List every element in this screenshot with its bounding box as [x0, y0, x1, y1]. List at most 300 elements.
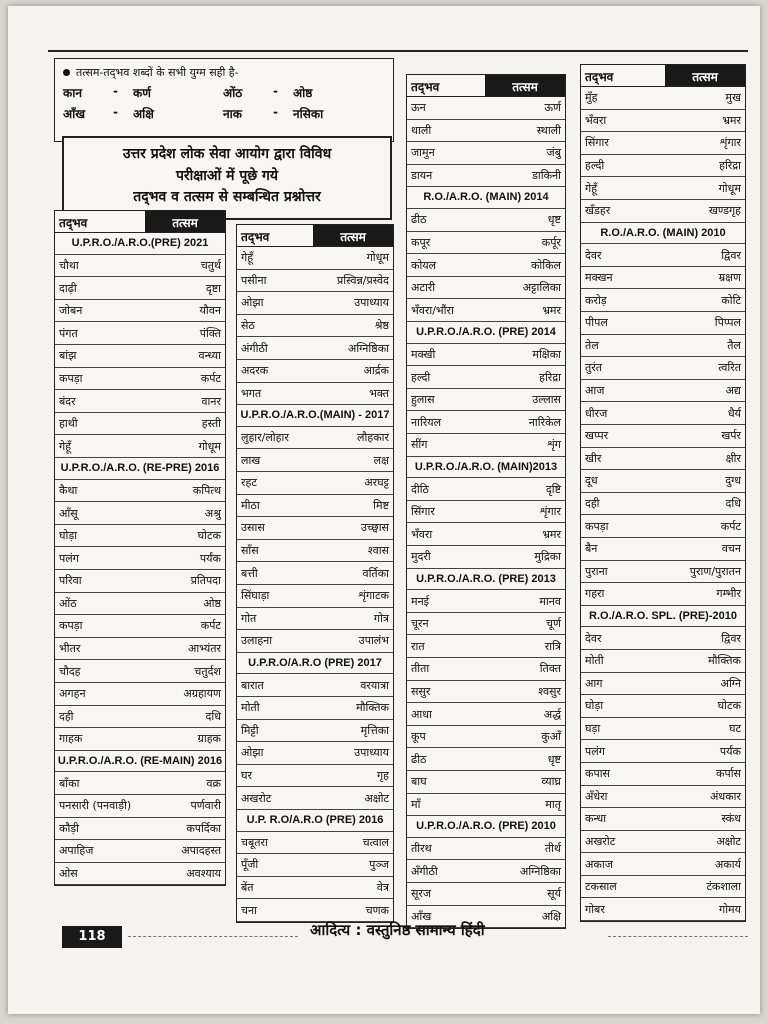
book-page	[8, 6, 760, 1014]
tadbhav-word: खीर	[585, 451, 602, 465]
tadbhav-word: मोती	[241, 701, 260, 715]
table-row	[237, 854, 393, 877]
tadbhav-word: बाघ	[411, 775, 427, 789]
table-row	[407, 794, 565, 817]
tadbhav-word: करोड़	[585, 293, 607, 307]
table-row	[581, 583, 745, 606]
tadbhav-word: आज	[585, 384, 605, 398]
table-row	[55, 435, 225, 458]
pair-word: कर्ण	[133, 86, 151, 100]
exam-section-label: R.O./A.R.O. (MAIN) 2010	[581, 223, 745, 245]
exam-section-label: U.P.R.O./A.R.O. (PRE) 2013	[407, 569, 565, 591]
tatsam-word: लौहकार	[357, 431, 389, 445]
pair-word: -	[113, 84, 118, 98]
header-tadbhav: तद्‌भव	[59, 216, 88, 230]
table-row	[581, 312, 745, 335]
table-row	[407, 366, 565, 389]
tatsam-word: वर्तिका	[362, 566, 389, 580]
tadbhav-word: गोत	[241, 611, 257, 625]
tatsam-word: पर्णवारी	[190, 799, 221, 813]
table-column-2	[236, 224, 394, 923]
tadbhav-word: तीता	[411, 662, 430, 676]
table-row	[237, 585, 393, 608]
tadbhav-word: ओझा	[241, 296, 264, 310]
exam-section-label: U.P.R.O./A.R.O.(PRE) 2021	[55, 233, 225, 255]
tatsam-word: कोकिल	[530, 258, 561, 272]
tatsam-word: पर्यंक	[719, 744, 741, 758]
table-row	[407, 613, 565, 636]
tadbhav-word: चूरन	[411, 617, 429, 631]
pair-word: -	[273, 84, 278, 98]
tatsam-word: अश्रु	[204, 506, 221, 520]
tadbhav-word: टकसाल	[585, 880, 617, 894]
tatsam-word: अग्रहायण	[183, 687, 221, 701]
table-row	[237, 674, 393, 697]
table-row	[407, 658, 565, 681]
tadbhav-word: तीरथ	[411, 842, 432, 856]
table-row	[407, 478, 565, 501]
table-row	[581, 448, 745, 471]
tadbhav-word: कोयल	[411, 258, 437, 272]
tatsam-word: अरघट्ट	[364, 476, 389, 490]
tatsam-word: धृष्ट	[547, 213, 561, 227]
tadbhav-word: भगत	[241, 386, 262, 400]
table-row	[55, 593, 225, 616]
tadbhav-word: धीरज	[585, 406, 608, 420]
table-row	[237, 540, 393, 563]
section-heading	[62, 136, 392, 220]
tadbhav-word: लाख	[241, 453, 261, 467]
tadbhav-word: कन्धा	[585, 812, 607, 826]
table-row	[581, 110, 745, 133]
table-row	[407, 635, 565, 658]
tadbhav-word: डायन	[411, 169, 433, 183]
table-row	[55, 683, 225, 706]
tadbhav-word: उसास	[241, 521, 265, 535]
tatsam-word: अकार्य	[714, 857, 741, 871]
tadbhav-word: सींग	[411, 438, 428, 452]
tatsam-word: शृंगार	[719, 136, 741, 150]
tadbhav-word: कपड़ा	[59, 619, 83, 633]
tadbhav-word: गेहूँ	[585, 181, 598, 195]
table-row	[581, 289, 745, 312]
tadbhav-word: खप्पर	[585, 429, 609, 443]
tatsam-word: त्वरित	[718, 361, 741, 375]
heading-line-2: परीक्षाओं में पूछे गये	[175, 167, 279, 184]
table-row	[55, 525, 225, 548]
tatsam-word: खण्डगृह	[708, 204, 741, 218]
tadbhav-word: कपड़ा	[59, 371, 83, 385]
tatsam-word: स्कंध	[721, 812, 741, 826]
tadbhav-word: आधा	[411, 707, 432, 721]
table-row	[237, 315, 393, 338]
table-row	[55, 277, 225, 300]
table-row	[55, 480, 225, 503]
table-row	[407, 883, 565, 906]
table-row	[55, 706, 225, 729]
tadbhav-word: थाली	[411, 123, 432, 137]
tatsam-word: पुञ्ज	[369, 858, 389, 872]
tatsam-word: अक्षोट	[716, 834, 741, 848]
table-row	[407, 590, 565, 613]
tadbhav-word: घर	[241, 769, 252, 783]
tadbhav-word: आँसू	[59, 506, 78, 520]
tatsam-word: मानव	[539, 594, 561, 608]
tatsam-word: तैल	[727, 338, 741, 352]
tadbhav-word: अँगीठी	[411, 864, 438, 878]
table-row	[581, 853, 745, 876]
tatsam-word: चूर्ण	[546, 617, 561, 631]
tatsam-word: कर्पट	[200, 371, 221, 385]
tatsam-word: भ्रमर	[542, 527, 561, 541]
tadbhav-word: बांझ	[59, 349, 77, 363]
tadbhav-word: ऊन	[411, 101, 426, 115]
table-row	[581, 673, 745, 696]
tatsam-word: रात्रि	[544, 639, 561, 653]
exam-section-label: R.O./A.R.O. SPL. (PRE)-2010	[581, 606, 745, 628]
tadbhav-word: मोती	[585, 654, 604, 668]
tatsam-word: उच्छ्वास	[360, 521, 389, 535]
pair-word: ओंठ	[223, 86, 243, 100]
table-row	[55, 502, 225, 525]
tadbhav-word: सेठ	[241, 319, 255, 333]
tadbhav-word: देवर	[585, 248, 602, 262]
tatsam-word: खर्पर	[721, 429, 741, 443]
tadbhav-word: खँडहर	[585, 204, 611, 218]
tadbhav-word: अखरोट	[585, 834, 616, 848]
tadbhav-word: परिवा	[59, 574, 82, 588]
header-tatsam: तत्सम	[665, 65, 745, 86]
table-row	[55, 818, 225, 841]
tadbhav-word: जामुन	[411, 146, 435, 160]
table-row	[237, 247, 393, 270]
table-row	[581, 244, 745, 267]
tatsam-word: ओष्ठ	[203, 596, 221, 610]
header-tatsam: तत्सम	[145, 211, 225, 232]
tatsam-word: भ्रमर	[542, 303, 561, 317]
table-row	[237, 270, 393, 293]
tadbhav-word: भीतर	[59, 642, 81, 656]
tatsam-word: वानर	[201, 394, 221, 408]
tadbhav-word: आग	[585, 676, 603, 690]
tatsam-word: स्थाली	[536, 123, 561, 137]
tatsam-word: कर्पट	[720, 519, 741, 533]
exam-section-label: U.P.R.O./A.R.O. (RE-MAIN) 2016	[55, 751, 225, 773]
tadbhav-word: मनई	[411, 594, 430, 608]
table-row	[55, 638, 225, 661]
tatsam-word: अट्टालिका	[522, 281, 561, 295]
tatsam-word: धृष्ट	[547, 752, 561, 766]
table-row	[581, 831, 745, 854]
tatsam-word: श्रेष्ठ	[374, 319, 389, 333]
tatsam-word: उपाध्याय	[354, 296, 389, 310]
tadbhav-word: सिंघाड़ा	[241, 589, 270, 603]
tatsam-word: नारिकेल	[528, 415, 561, 429]
pair-word: नसिका	[293, 107, 324, 121]
table-row	[407, 726, 565, 749]
table-row	[407, 232, 565, 255]
tadbhav-word: मुँह	[585, 91, 598, 105]
table-row	[237, 383, 393, 406]
tatsam-word: वेत्र	[376, 881, 389, 895]
tatsam-word: शृंगार	[539, 505, 561, 519]
tatsam-word: अद्य	[725, 384, 741, 398]
tatsam-word: वक्र	[206, 776, 221, 790]
tatsam-word: ऊर्ण	[544, 101, 561, 115]
tatsam-word: कर्पट	[200, 619, 221, 633]
tadbhav-word: उलाहना	[241, 634, 273, 648]
table-row	[237, 765, 393, 788]
table-row	[407, 860, 565, 883]
tadbhav-word: कपड़ा	[585, 519, 609, 533]
tadbhav-word: ढीठ	[411, 213, 427, 227]
tadbhav-word: हाथी	[59, 417, 78, 431]
pair-word: नाक	[223, 107, 242, 121]
tadbhav-word: रहट	[241, 476, 257, 490]
tatsam-word: वरयात्रा	[360, 678, 389, 692]
table-column-1	[54, 210, 226, 886]
tadbhav-word: भँवरा/भौंरा	[411, 303, 454, 317]
tadbhav-word: दूध	[585, 474, 598, 488]
tadbhav-word: दही	[585, 497, 600, 511]
tadbhav-word: बंदर	[59, 394, 76, 408]
tadbhav-word: चबूतरा	[241, 835, 268, 849]
tatsam-word: शृंगाटक	[358, 589, 389, 603]
table-row	[55, 322, 225, 345]
tadbhav-word: हुलास	[411, 393, 435, 407]
tatsam-word: कपर्दिका	[186, 821, 221, 835]
table-row	[407, 97, 565, 120]
tatsam-word: आभ्यंतर	[188, 642, 221, 656]
table-row	[407, 142, 565, 165]
tadbhav-word: पंगत	[59, 326, 78, 340]
tatsam-word: प्रतिपदा	[190, 574, 221, 588]
tadbhav-word: मीठा	[241, 498, 260, 512]
tadbhav-word: बाँका	[59, 776, 80, 790]
tatsam-word: चत्वाल	[362, 835, 389, 849]
tadbhav-word: जोबन	[59, 304, 83, 318]
top-rule	[48, 50, 748, 52]
table-row	[55, 547, 225, 570]
tatsam-word: दधि	[205, 709, 221, 723]
table-row	[237, 787, 393, 810]
tadbhav-word: ससुर	[411, 684, 431, 698]
pair-spacer	[183, 105, 223, 122]
table-row	[581, 515, 745, 538]
table-row	[55, 570, 225, 593]
tadbhav-word: तुरंत	[585, 361, 603, 375]
tatsam-word: कुआँ	[541, 730, 561, 744]
table-row	[55, 345, 225, 368]
table-row	[407, 411, 565, 434]
table-row	[581, 425, 745, 448]
tadbhav-word: पनसारी (पनवाड़ी)	[59, 799, 132, 813]
table-row	[407, 681, 565, 704]
tatsam-word: कर्पास	[716, 767, 741, 781]
tatsam-word: गोधूम	[718, 181, 741, 195]
tatsam-word: दृष्टि	[545, 482, 561, 496]
table-row	[407, 748, 565, 771]
exam-section-label: U.P.R.O./A.R.O. (PRE) 2010	[407, 816, 565, 838]
table-row	[237, 720, 393, 743]
tadbhav-word: घोड़ा	[59, 529, 78, 543]
tatsam-word: चतुर्थ	[200, 258, 221, 272]
tadbhav-word: भँवरा	[411, 527, 433, 541]
tadbhav-word: बेंत	[241, 881, 254, 895]
tatsam-word: चतुर्दश	[194, 664, 221, 678]
tadbhav-word: लुहार/लोहार	[241, 431, 289, 445]
pair-word: आँख	[63, 107, 86, 121]
tatsam-word: टंकशाला	[706, 880, 741, 894]
table-row	[581, 177, 745, 200]
tatsam-word: घोटक	[197, 529, 221, 543]
tatsam-word: गृह	[376, 769, 389, 783]
tatsam-word: व्याघ्र	[541, 775, 561, 789]
table-row	[55, 863, 225, 886]
pair-word: -	[273, 105, 278, 119]
table-row	[581, 87, 745, 110]
pair-word: अक्षि	[133, 107, 154, 121]
table-row	[581, 786, 745, 809]
tadbhav-word: मुदरी	[411, 550, 431, 564]
tadbhav-word: सिंगार	[411, 505, 435, 519]
table-row	[237, 877, 393, 900]
tatsam-word: भ्रमर	[722, 113, 741, 127]
tadbhav-word: अटारी	[411, 281, 436, 295]
tadbhav-word: अँधेरा	[585, 789, 608, 803]
tatsam-word: म्रक्षण	[718, 271, 741, 285]
tatsam-word: चणक	[365, 903, 389, 917]
table-row	[581, 740, 745, 763]
table-row	[237, 292, 393, 315]
pair-spacer	[183, 84, 223, 101]
tadbhav-word: बैन	[585, 542, 598, 556]
tatsam-word: प्रस्विन्न/प्रस्वेद	[337, 273, 389, 287]
table-row	[581, 493, 745, 516]
table-row	[55, 840, 225, 863]
tatsam-word: धैर्य	[727, 406, 741, 420]
exam-section-label: U.P.R.O./A.R.O. (MAIN)2013	[407, 457, 565, 479]
tatsam-word: मृत्तिका	[360, 723, 389, 737]
table-row	[407, 838, 565, 861]
tatsam-word: अग्निष्ठिका	[347, 341, 389, 355]
table-row	[581, 763, 745, 786]
table-row	[55, 300, 225, 323]
tatsam-word: उपाध्याय	[354, 746, 389, 760]
table-row	[581, 695, 745, 718]
table-row	[237, 449, 393, 472]
tatsam-word: लक्ष	[373, 453, 389, 467]
tatsam-word: अर्द्ध	[543, 707, 561, 721]
tatsam-word: अक्षि	[541, 909, 561, 923]
tatsam-word: पुराण/पुरातन	[689, 564, 741, 578]
tadbhav-word: कौड़ी	[59, 821, 80, 835]
tatsam-word: सूर्य	[547, 887, 561, 901]
table-row	[407, 389, 565, 412]
tadbhav-word: अदरक	[241, 364, 269, 378]
tatsam-word: मौक्तिक	[708, 654, 741, 668]
tadbhav-word: ढीठ	[411, 752, 427, 766]
tatsam-word: कपित्थ	[192, 483, 221, 497]
tadbhav-word: अपाहिज	[59, 844, 94, 858]
footer-rule	[608, 936, 748, 937]
tadbhav-word: अकाज	[585, 857, 613, 871]
tadbhav-word: चौदह	[59, 664, 81, 678]
tatsam-word: वन्ध्या	[198, 349, 221, 363]
tatsam-word: क्षीर	[725, 451, 741, 465]
table-header	[237, 225, 393, 247]
book-title: आदित्य : वस्तुनिष्ठ सामान्य हिंदी	[310, 921, 485, 939]
table-row	[581, 538, 745, 561]
tadbhav-word: गेहूँ	[59, 439, 72, 453]
tatsam-word: मुख	[725, 91, 741, 105]
table-row	[237, 337, 393, 360]
tadbhav-word: आँख	[411, 909, 432, 923]
table-row	[581, 718, 745, 741]
table-row	[407, 523, 565, 546]
tatsam-word: श्वास	[367, 544, 389, 558]
tatsam-word: अक्षोट	[364, 791, 389, 805]
table-row	[407, 299, 565, 322]
tadbhav-word: दही	[59, 709, 74, 723]
tadbhav-word: मक्खन	[585, 271, 613, 285]
table-row	[581, 402, 745, 425]
tadbhav-word: पसीना	[241, 273, 267, 287]
table-row	[407, 120, 565, 143]
tadbhav-word: पलंग	[59, 551, 79, 565]
tatsam-word: हरिद्रा	[719, 159, 741, 173]
tadbhav-word: गाहक	[59, 732, 83, 746]
tadbhav-word: कपास	[585, 767, 610, 781]
table-row	[581, 267, 745, 290]
tadbhav-word: मक्खी	[411, 347, 436, 361]
tadbhav-word: बत्ती	[241, 566, 258, 580]
tatsam-word: दुग्ध	[725, 474, 741, 488]
pair-word: ओष्ठ	[293, 86, 313, 100]
tadbhav-word: सूरज	[411, 887, 432, 901]
exam-section-label: U.P.R.O./A.R.O.(MAIN) - 2017	[237, 405, 393, 427]
table-row	[407, 703, 565, 726]
table-row	[407, 277, 565, 300]
tadbhav-word: रात	[411, 639, 425, 653]
tatsam-word: डाकिनी	[532, 169, 561, 183]
tadbhav-word: पलंग	[585, 744, 605, 758]
tadbhav-word: पुराना	[585, 564, 608, 578]
tadbhav-word: अंगीठी	[241, 341, 268, 355]
tadbhav-word: पूँजी	[241, 858, 259, 872]
table-row	[237, 697, 393, 720]
table-row	[237, 832, 393, 855]
tadbhav-word: हल्दी	[585, 159, 605, 173]
tatsam-word: पंक्ति	[199, 326, 221, 340]
table-header	[55, 211, 225, 233]
tatsam-word: पर्यंक	[199, 551, 221, 565]
tatsam-word: गोमय	[719, 902, 741, 916]
table-row	[237, 495, 393, 518]
table-row	[581, 357, 745, 380]
table-row	[581, 132, 745, 155]
table-row	[55, 795, 225, 818]
tadbhav-word: देवर	[585, 631, 602, 645]
table-row	[407, 434, 565, 457]
tadbhav-word: ओझा	[241, 746, 264, 760]
tatsam-word: उल्लास	[532, 393, 561, 407]
tadbhav-word: दीठि	[411, 482, 429, 496]
tatsam-word: मक्षिका	[532, 347, 561, 361]
table-row	[55, 368, 225, 391]
table-row	[581, 627, 745, 650]
table-row	[55, 390, 225, 413]
